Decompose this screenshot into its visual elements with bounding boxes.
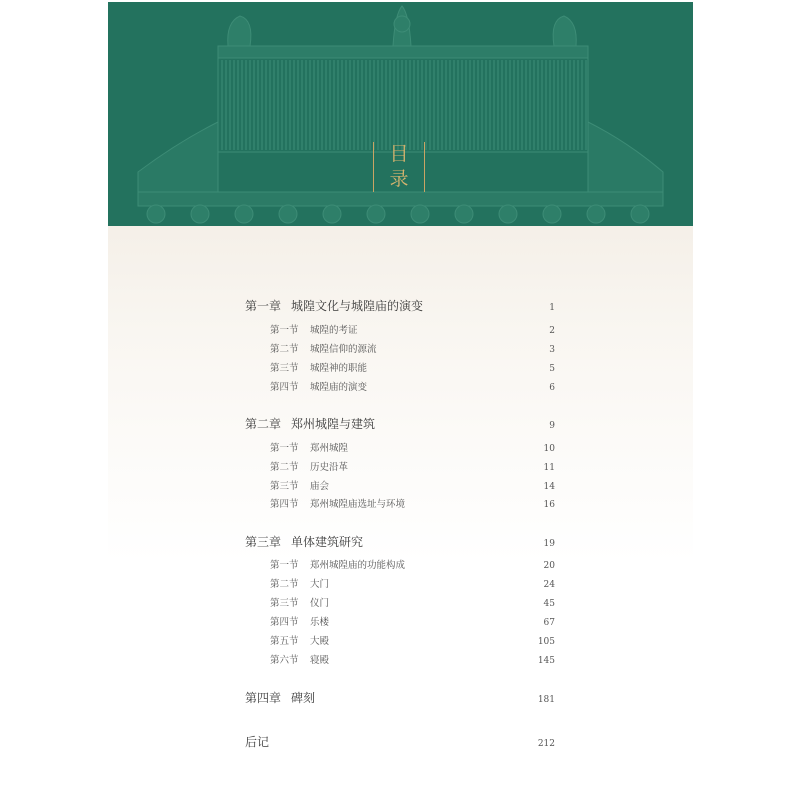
toc-section[interactable] (270, 614, 555, 628)
section-number: 第六节 (270, 655, 299, 666)
section-title: 庙会 (310, 481, 330, 492)
page-number: 105 (537, 637, 555, 647)
chapter-number: 第一章 (245, 299, 282, 313)
toc-chapter[interactable] (245, 415, 555, 432)
section-title: 郑州城隍庙的功能构成 (310, 560, 406, 571)
section-number: 第四节 (270, 617, 299, 628)
chapter-title: 单体建筑研究 (291, 535, 364, 549)
section-number: 第三节 (270, 598, 299, 609)
section-number: 第五节 (270, 636, 299, 647)
section-title: 城隍神的职能 (310, 363, 368, 374)
page-number: 9 (549, 421, 555, 431)
page-number: 6 (549, 383, 555, 393)
page-number: 10 (543, 444, 555, 454)
page-number: 14 (543, 482, 555, 492)
toc-chapter[interactable] (245, 533, 555, 550)
toc-section[interactable] (270, 440, 555, 454)
table-of-contents (108, 2, 693, 800)
chapter-number: 第二章 (245, 417, 282, 431)
page-number: 20 (543, 561, 555, 571)
toc-title-char-1: 目 (389, 143, 409, 165)
section-title: 城隍的考证 (310, 325, 358, 336)
chapter-number: 第三章 (245, 535, 282, 549)
section-number: 第一节 (270, 325, 299, 336)
chapter-title: 碑刻 (291, 691, 316, 705)
page-number: 3 (549, 345, 555, 355)
section-number: 第二节 (270, 579, 299, 590)
section-title: 城隍信仰的源流 (310, 344, 377, 355)
section-title: 城隍庙的演变 (310, 382, 368, 393)
toc-section[interactable] (270, 478, 555, 492)
page-number: 24 (543, 580, 555, 590)
section-number: 第三节 (270, 363, 299, 374)
toc-section[interactable] (270, 576, 555, 590)
toc-chapter[interactable] (245, 297, 555, 314)
section-title: 大门 (310, 579, 330, 590)
section-title: 仪门 (310, 598, 330, 609)
section-number: 第一节 (270, 443, 299, 454)
section-number: 第四节 (270, 382, 299, 393)
section-title: 历史沿革 (310, 462, 349, 473)
page-number: 1 (549, 303, 555, 313)
chapter-title: 城隍文化与城隍庙的演变 (291, 299, 424, 313)
page-number: 16 (543, 500, 555, 510)
toc-afterword[interactable] (245, 733, 555, 750)
page-number: 181 (537, 695, 555, 705)
section-title: 郑州城隍 (310, 443, 349, 454)
toc-section[interactable] (270, 496, 555, 510)
toc-section[interactable] (270, 322, 555, 336)
section-number: 第三节 (270, 481, 299, 492)
page-number: 45 (543, 599, 555, 609)
page-number: 11 (543, 463, 555, 473)
page-number: 212 (537, 739, 555, 749)
toc-section[interactable] (270, 652, 555, 666)
afterword-title: 后记 (245, 735, 270, 749)
toc-section[interactable] (270, 341, 555, 355)
chapter-number: 第四章 (245, 691, 282, 705)
section-title: 乐楼 (310, 617, 330, 628)
page-number: 145 (537, 656, 555, 666)
section-number: 第一节 (270, 560, 299, 571)
page-number: 2 (549, 326, 555, 336)
toc-section[interactable] (270, 379, 555, 393)
toc-title-char-2: 录 (389, 168, 409, 190)
toc-section[interactable] (270, 459, 555, 473)
page-number: 5 (549, 364, 555, 374)
section-number: 第二节 (270, 462, 299, 473)
section-title: 寝殿 (310, 655, 330, 666)
section-title: 大殿 (310, 636, 330, 647)
toc-section[interactable] (270, 360, 555, 374)
toc-section[interactable] (270, 633, 555, 647)
chapter-title: 郑州城隍与建筑 (291, 417, 376, 431)
toc-section[interactable] (270, 557, 555, 571)
section-title: 郑州城隍庙选址与环境 (310, 499, 406, 510)
section-number: 第二节 (270, 344, 299, 355)
book-page (108, 2, 693, 800)
page-number: 19 (543, 539, 555, 549)
page-number: 67 (543, 618, 555, 628)
toc-section[interactable] (270, 595, 555, 609)
section-number: 第四节 (270, 499, 299, 510)
toc-chapter[interactable] (245, 689, 555, 706)
